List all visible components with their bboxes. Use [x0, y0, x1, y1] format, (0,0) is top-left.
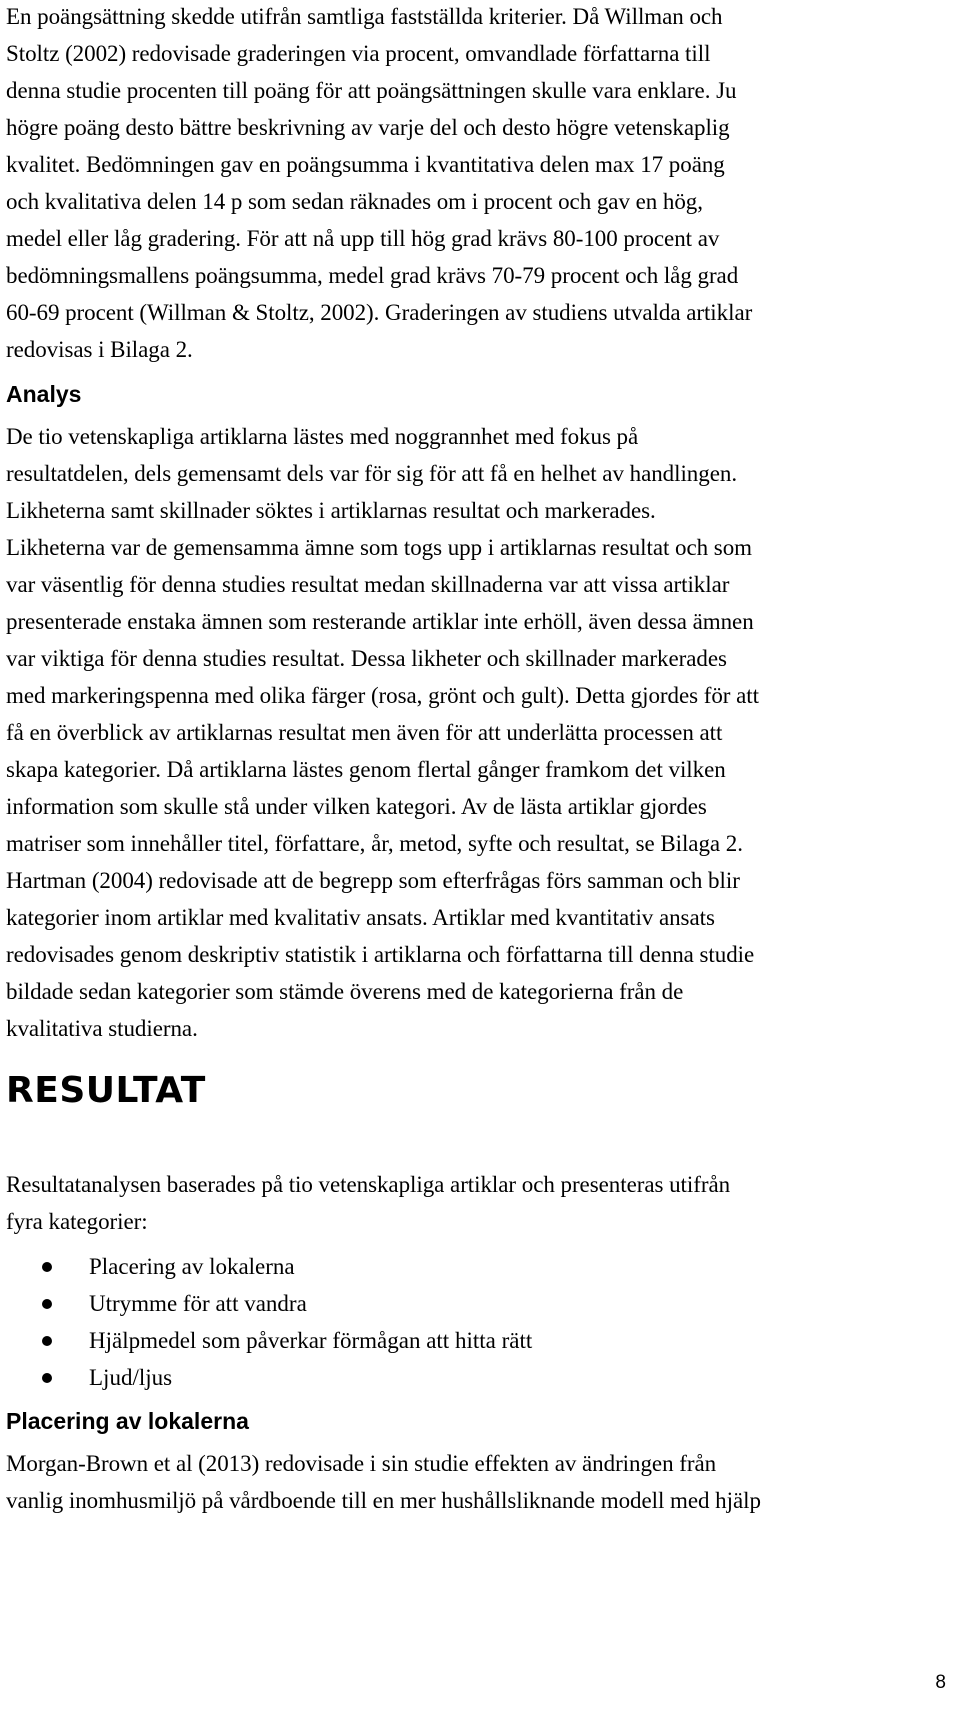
section-heading-placering: Placering av lokalerna [6, 1408, 249, 1434]
list-item-label: Placering av lokalerna [89, 1254, 295, 1279]
list-item [6, 1285, 532, 1322]
bullet-icon [42, 1262, 52, 1272]
bullet-icon [42, 1299, 52, 1309]
list-item-label: Ljud/ljus [89, 1365, 173, 1390]
page-number: 8 [935, 1672, 946, 1693]
list-item-label: Hjälpmedel som påverkar förmågan att hitta rätt [89, 1328, 533, 1353]
chapter-heading-resultat: RESULTAT [6, 1070, 206, 1111]
body-paragraph: En poängsättning skedde utifrån samtliga fastställda kriterier. Då Willman och Stoltz (2002) redovisade graderingen via procent, omvandlade författarna till denna studie procenten till poäng för att poängsättningen skulle vara enklare. Ju högre poäng desto bättre beskrivning av varje del och desto högre vetenskaplig kvalitet. Bedömningen gav en poängsumma i kvantitativa delen max 17 poäng och kvalitativa delen 14 p som sedan räknades om i procent och gav en hög, medel eller låg gradering. För att nå upp till hög grad krävs 80-100 procent av bedömningsmallens poängsumma, medel grad krävs 70-79 procent och låg grad 60-69 procent (Willman & Stoltz, 2002). Graderingen av studiens utvalda artiklar redovisas i Bilaga 2. [6, 4, 753, 362]
body-paragraph: Resultatanalysen baserades på tio vetenskapliga artiklar och presenteras utifrån fyra kategorier: [6, 1172, 731, 1234]
list-item [6, 1322, 532, 1359]
list-item [6, 1359, 532, 1396]
list-item [6, 1248, 532, 1285]
bullet-icon [42, 1336, 52, 1346]
body-paragraph: Morgan-Brown et al (2013) redovisade i sin studie effekten av ändringen från vanlig inomhusmiljö på vårdboende till en mer hushållsliknande modell med hjälp [6, 1451, 761, 1513]
list-item-label: Utrymme för att vandra [89, 1291, 307, 1316]
body-paragraph: De tio vetenskapliga artiklarna lästes med noggrannhet med fokus på resultatdelen, dels gemensamt dels var för sig för att få en helhet av handlingen. Likheterna samt skillnader söktes i artiklarnas resultat och markerades. Likheterna var de gemensamma ämne som togs upp i artiklarnas resultat och som var väsentlig för denna studies resultat medan skillnaderna var att vissa artiklar presenterade enstaka ämnen som resterande artiklar inte erhöll, även dessa ämnen var viktiga för denna studies resultat. Dessa likheter och skillnader markerades med markeringspenna med olika färger (rosa, grönt och gult). Detta gjordes för att få en överblick av artiklarnas resultat men även för att underlätta processen att skapa kategorier. Då artiklarna lästes genom flertal gånger framkom det vilken information som skulle stå under vilken kategori. Av de lästa artiklar gjordes matriser som innehåller titel, författare, år, metod, syfte och resultat, se Bilaga 2. Hartman (2004) redovisade att de begrepp som efterfrågas förs samman och blir kategorier inom artiklar med kvalitativ ansats. Artiklar med kvantitativ ansats redovisades genom deskriptiv statistik i artiklarna och författarna till denna studie bildade sedan kategorier som stämde överens med de kategorierna från de kvalitativa studierna. [6, 424, 759, 1041]
category-list [6, 1248, 532, 1396]
document-page [6, 0, 952, 1712]
bullet-icon [42, 1373, 52, 1383]
section-heading-analys: Analys [6, 381, 82, 407]
